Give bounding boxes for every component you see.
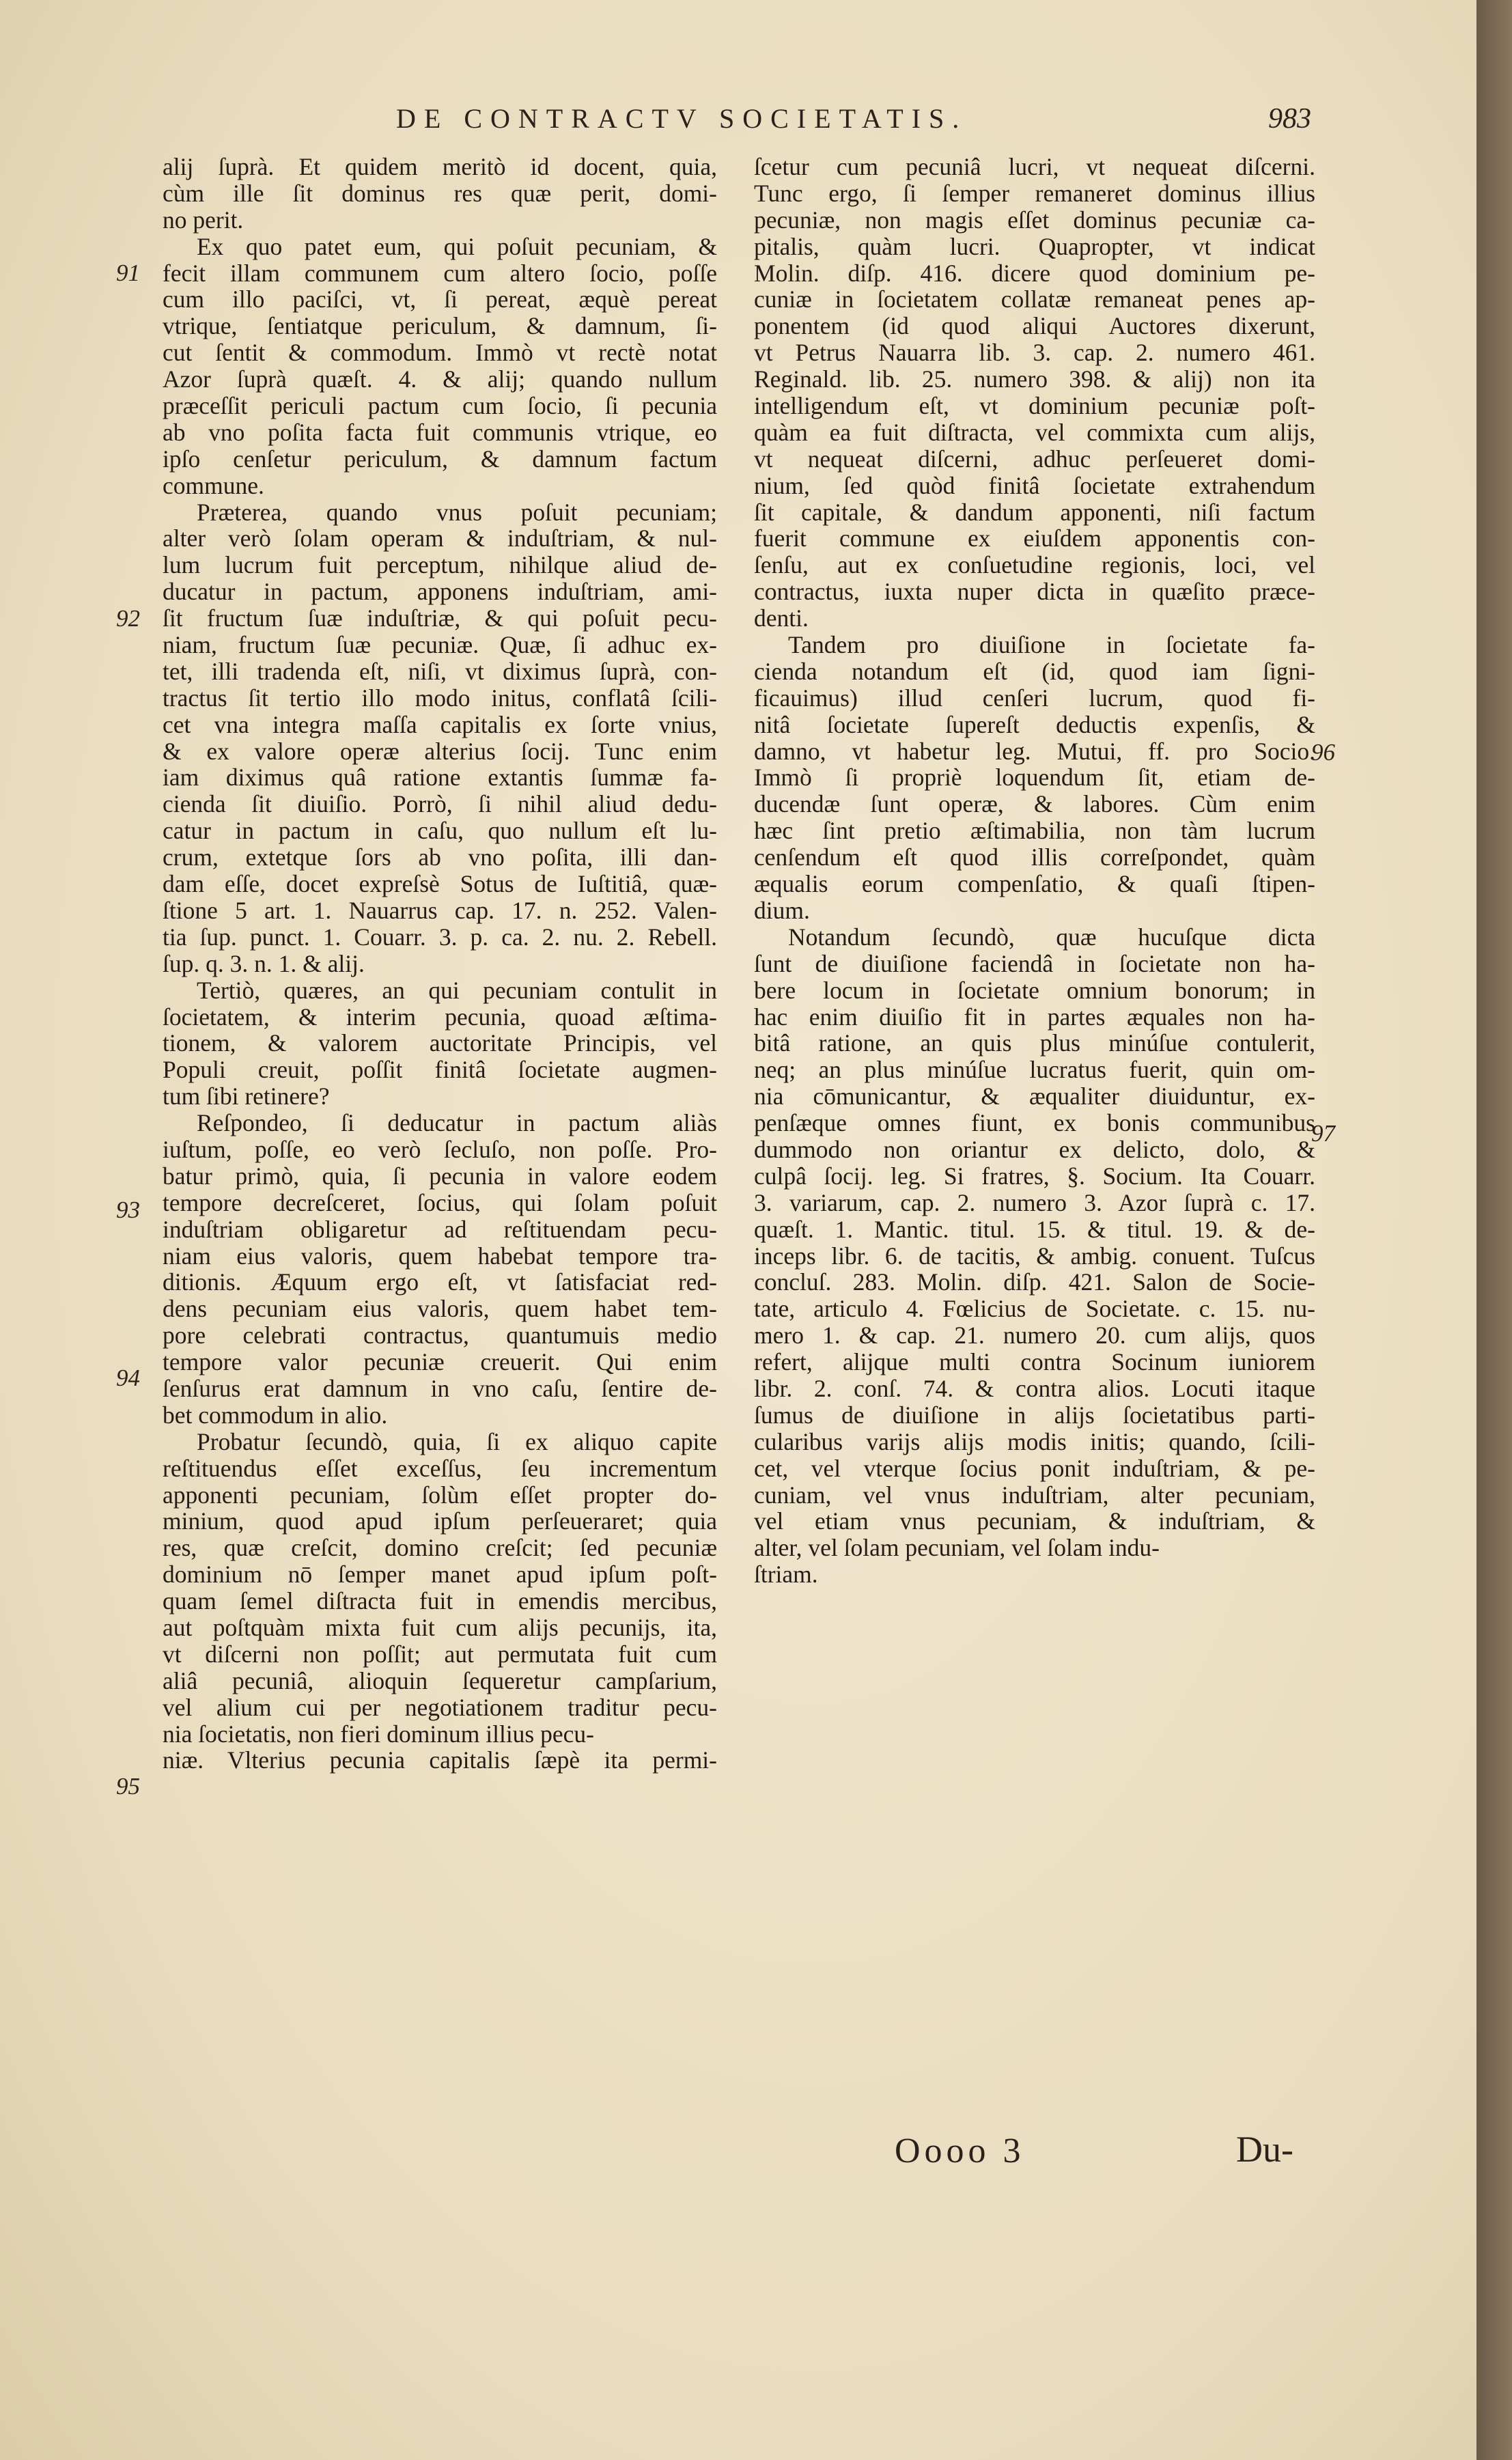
text-line: pitalis, quàm lucri. Quapropter, vt indicat — [754, 232, 1315, 260]
text-line: niæ. Vlterius pecunia capitalis ſæpè ita permi- — [163, 1746, 717, 1774]
text-line: ficauimus) illud cenſeri lucrum, quod fi- — [754, 684, 1315, 712]
text-line: bere locum in ſocietate omnium bonorum; in — [754, 976, 1315, 1004]
margin-number: 96 — [1311, 739, 1335, 766]
text-line: Molin. diſp. 416. dicere quod dominium pe- — [754, 259, 1315, 287]
text-line: tate, articulo 4. Fœlicius de Societate. c. 15. nu- — [754, 1295, 1315, 1323]
text-line: fecit illam communem cum altero ſocio, poſſe — [163, 259, 717, 287]
text-line: apponenti pecuniam, ſolùm eſſet propter do- — [163, 1481, 717, 1509]
text-line: cùm ille ſit dominus res quæ perit, domi- — [163, 179, 717, 207]
text-line: crum, extetque ſors ab vno poſita, illi dan- — [163, 843, 717, 871]
text-line: alter, vel ſolam pecuniam, vel ſolam indu- — [754, 1534, 1160, 1562]
text-line: nia cōmunicantur, & æqualiter diuiduntur, ex- — [754, 1082, 1315, 1110]
text-line: ſup. q. 3. n. 1. & alij. — [163, 949, 365, 977]
text-line: Præterea, quando vnus poſuit pecuniam; — [197, 498, 717, 526]
text-line: concluſ. 283. Molin. diſp. 421. Salon de Socie- — [754, 1268, 1315, 1296]
text-line: intelligendum eſt, vt dominium pecuniæ poſt- — [754, 392, 1315, 420]
text-line: bitâ ratione, an quis plus minúſue contulerit, — [754, 1029, 1315, 1057]
text-line: iam diximus quâ ratione extantis ſummæ fa- — [163, 764, 717, 792]
text-line: inceps libr. 6. de tacitis, & ambig. conuent. Tuſcus — [754, 1242, 1315, 1270]
catchword: Du- — [1236, 2129, 1293, 2170]
page-edge — [1476, 0, 1512, 2460]
text-line: nitâ ſocietate ſupereſt deductis expenſis, & — [754, 710, 1315, 738]
text-line: Tunc ergo, ſi ſemper remaneret dominus illius — [754, 179, 1315, 207]
margin-number: 91 — [116, 260, 140, 286]
text-line: vtrique, ſentiatque periculum, & damnum, ſi- — [163, 312, 717, 340]
text-line: ipſo cenſetur periculum, & damnum factum — [163, 445, 717, 473]
text-line: tum ſibi retinere? — [163, 1082, 330, 1110]
text-line: aliâ pecuniâ, alioquin ſequeretur campſarium, — [163, 1666, 717, 1694]
text-line: res, quæ creſcit, domino creſcit; ſed pecuniæ — [163, 1534, 717, 1562]
text-line: refert, alijque multi contra Socinum iuniorem — [754, 1348, 1315, 1376]
text-line: tractus ſit tertio illo modo initus, conflatâ ſcili- — [163, 684, 717, 712]
text-line: cienda ſit diuiſio. Porrò, ſi nihil aliud dedu- — [163, 790, 717, 818]
text-line: præceſſit periculi pactum cum ſocio, ſi pecunia — [163, 392, 717, 420]
text-line: ſcetur cum pecuniâ lucri, vt nequeat diſcerni. — [754, 153, 1315, 180]
margin-number: 97 — [1311, 1120, 1335, 1147]
text-line: Tandem pro diuiſione in ſocietate fa- — [788, 631, 1315, 659]
text-line: Reſpondeo, ſi deducatur in pactum aliàs — [197, 1109, 717, 1137]
text-line: cet, vel vterque ſocius ponit induſtriam, & pe- — [754, 1454, 1315, 1482]
text-line: lum lucrum fuit perceptum, nihilque aliud de- — [163, 551, 717, 579]
text-line: Tertiò, quæres, an qui pecuniam contulit in — [197, 976, 717, 1004]
text-line: vel etiam vnus pecuniam, & induſtriam, & — [754, 1507, 1315, 1535]
text-line: hæc ſint pretio æſtimabilia, non tàm lucrum — [754, 817, 1315, 845]
margin-number: 95 — [116, 1773, 140, 1800]
margin-number: 93 — [116, 1197, 140, 1223]
text-line: niam eius valoris, quem habebat tempore tra- — [163, 1242, 717, 1270]
text-line: & ex valore operæ alterius ſocij. Tunc enim — [163, 737, 717, 765]
text-line: penſæque omnes fiunt, ex bonis communibus — [754, 1109, 1315, 1137]
text-line: vt nequeat diſcerni, adhuc perſeueret domi- — [754, 445, 1315, 473]
text-line: libr. 2. conſ. 74. & contra alios. Locuti itaque — [754, 1374, 1315, 1402]
text-line: tempore valor pecuniæ creuerit. Qui enim — [163, 1348, 717, 1376]
text-line: tempore decreſceret, ſocius, qui ſolam poſuit — [163, 1188, 717, 1216]
text-line: vel alium cui per negotiationem traditur pecu- — [163, 1693, 717, 1721]
text-line: dummodo non oriantur ex delicto, dolo, & — [754, 1135, 1315, 1163]
text-line: iuſtum, poſſe, eo verò ſecluſo, non poſſe. Pro- — [163, 1135, 717, 1163]
text-line: æqualis eorum compenſatio, & quaſi ſtipen- — [754, 870, 1315, 898]
text-line: bet commodum in alio. — [163, 1401, 388, 1429]
text-line: pecuniæ, non magis eſſet dominus pecuniæ ca- — [754, 206, 1315, 234]
text-line: nium, ſed quòd finitâ ſocietate extrahendum — [754, 471, 1315, 499]
text-line: tia ſup. punct. 1. Couarr. 3. p. ca. 2. nu. 2. Rebell. — [163, 923, 717, 951]
text-line: cut ſentit & commodum. Immò vt rectè notat — [163, 339, 717, 367]
signature-mark: Oooo 3 — [895, 2131, 1025, 2170]
text-line: hac enim diuiſio fit in partes æquales non ha- — [754, 1003, 1315, 1031]
text-line: dium. — [754, 896, 810, 924]
text-line: niam, fructum ſuæ pecuniæ. Quæ, ſi adhuc ex- — [163, 631, 717, 659]
text-line: nia ſocietatis, non fieri dominum illius pecu- — [163, 1720, 594, 1748]
text-line: fuerit commune ex eiuſdem apponentis con- — [754, 525, 1315, 553]
text-line: tionem, & valorem auctoritate Principis, vel — [163, 1029, 717, 1057]
text-line: ſenſu, aut ex conſuetudine regionis, loci, vel — [754, 551, 1315, 579]
text-line: batur primò, quia, ſi pecunia in valore eodem — [163, 1162, 717, 1190]
text-line: Ex quo patet eum, qui poſuit pecuniam, & — [197, 232, 717, 260]
text-line: no perit. — [163, 206, 244, 234]
text-line: Probatur ſecundò, quia, ſi ex aliquo capite — [197, 1427, 717, 1455]
text-line: quàm ea fuit diſtracta, vel commixta cum alijs, — [754, 418, 1315, 446]
text-line: denti. — [754, 604, 809, 632]
text-line: cum illo paciſci, vt, ſi pereat, æquè pereat — [163, 285, 717, 313]
text-line: cienda notandum eſt (id, quod iam ſigni- — [754, 657, 1315, 685]
text-line: aut poſtquàm mixta fuit cum alijs pecunijs, ita, — [163, 1613, 717, 1641]
text-line: contractus, iuxta nuper dicta in quæſito præce- — [754, 578, 1315, 606]
text-line: cularibus varijs alijs modis initis; quando, ſcili- — [754, 1427, 1315, 1455]
text-line: ſocietatem, & interim pecunia, quoad æſtima- — [163, 1003, 717, 1031]
text-line: cuniæ in ſocietatem collatæ remaneat penes ap- — [754, 285, 1315, 313]
text-line: tet, illi tradenda eſt, niſi, vt diximus ſuprà, con- — [163, 657, 717, 685]
text-line: induſtriam obligaretur ad reſtituendam pecu- — [163, 1215, 717, 1243]
text-line: quam ſemel diſtracta fuit in emendis mercibus, — [163, 1587, 717, 1615]
text-line: vt Petrus Nauarra lib. 3. cap. 2. numero 461. — [754, 339, 1315, 367]
text-line: dam eſſe, docet expreſsè Sotus de Iuſtitiâ, quæ- — [163, 870, 717, 898]
text-line: ſtione 5 art. 1. Nauarrus cap. 17. n. 252. Valen- — [163, 896, 717, 924]
right-text-column — [754, 154, 1315, 1588]
text-line: culpâ ſocij. leg. Si fratres, §. Socium. Ita Couarr. — [754, 1162, 1315, 1190]
margin-number: 92 — [116, 605, 140, 632]
text-line: reſtituendus eſſet exceſſus, ſeu incrementum — [163, 1454, 717, 1482]
text-line: alij ſuprà. Et quidem meritò id docent, quia, — [163, 153, 717, 180]
text-line: neq; an plus minúſue lucratus fuerit, quin om- — [754, 1056, 1315, 1084]
text-line: 3. variarum, cap. 2. numero 3. Azor ſuprà c. 17. — [754, 1188, 1315, 1216]
text-line: ſit fructum ſuæ induſtriæ, & qui poſuit pecu- — [163, 604, 717, 632]
text-line: alter verò ſolam operam & induſtriam, & nul- — [163, 525, 717, 553]
text-line: ſumus de diuiſione in alijs ſocietatibus parti- — [754, 1401, 1315, 1429]
text-line: ſenſurus erat damnum in vno caſu, ſentire de- — [163, 1374, 717, 1402]
text-line: damno, vt habetur leg. Mutui, ff. pro Socio. — [754, 737, 1315, 765]
text-line: Populi creuit, poſſit finitâ ſocietate augmen- — [163, 1056, 717, 1084]
text-line: ab vno poſita facta fuit communis vtrique, eo — [163, 418, 717, 446]
text-line: Immò ſi propriè loquendum ſit, etiam de- — [754, 764, 1315, 792]
running-title: DE CONTRACTV SOCIETATIS. — [396, 103, 968, 134]
text-line: Notandum ſecundò, quæ hucuſque dicta — [788, 923, 1315, 951]
text-line: cuniam, vel vnus induſtriam, alter pecuniam, — [754, 1481, 1315, 1509]
left-text-column — [163, 154, 717, 1774]
text-line: cenſendum eſt quod illis correſpondet, quàm — [754, 843, 1315, 871]
text-line: ſit capitale, & dandum apponenti, niſi factum — [754, 498, 1315, 526]
text-line: mero 1. & cap. 21. numero 20. cum alijs, quos — [754, 1322, 1315, 1350]
text-line: quæſt. 1. Mantic. titul. 15. & titul. 19. & de- — [754, 1215, 1315, 1243]
text-line: Azor ſuprà quæſt. 4. & alij; quando nullum — [163, 365, 717, 393]
margin-number: 94 — [116, 1365, 140, 1391]
text-line: ſtriam. — [754, 1561, 818, 1589]
text-line: Reginald. lib. 25. numero 398. & alij) non ita — [754, 365, 1315, 393]
text-line: catur in pactum in caſu, quo nullum eſt lu- — [163, 817, 717, 845]
text-line: minium, quod apud ipſum perſeueraret; quia — [163, 1507, 717, 1535]
text-line: ditionis. Æquum ergo eſt, vt ſatisfaciat red- — [163, 1268, 717, 1296]
text-line: commune. — [163, 471, 264, 499]
text-line: ducendæ ſunt operæ, & labores. Cùm enim — [754, 790, 1315, 818]
text-line: vt diſcerni non poſſit; aut permutata fuit cum — [163, 1640, 717, 1668]
text-line: pore celebrati contractus, quantumuis medio — [163, 1322, 717, 1350]
text-line: ducatur in pactum, apponens induſtriam, ami- — [163, 578, 717, 606]
text-line: dominium nō ſemper manet apud ipſum poſt- — [163, 1561, 717, 1589]
text-line: cet vna integra maſſa capitalis ex ſorte vnius, — [163, 710, 717, 738]
text-line: ponentem (id quod aliqui Auctores dixerunt, — [754, 312, 1315, 340]
running-header — [396, 102, 1311, 150]
page-number: 983 — [1268, 103, 1311, 135]
text-line: ſunt de diuiſione faciendâ in ſocietate non ha- — [754, 949, 1315, 977]
text-line: dens pecuniam eius valoris, quem habet tem- — [163, 1295, 717, 1323]
